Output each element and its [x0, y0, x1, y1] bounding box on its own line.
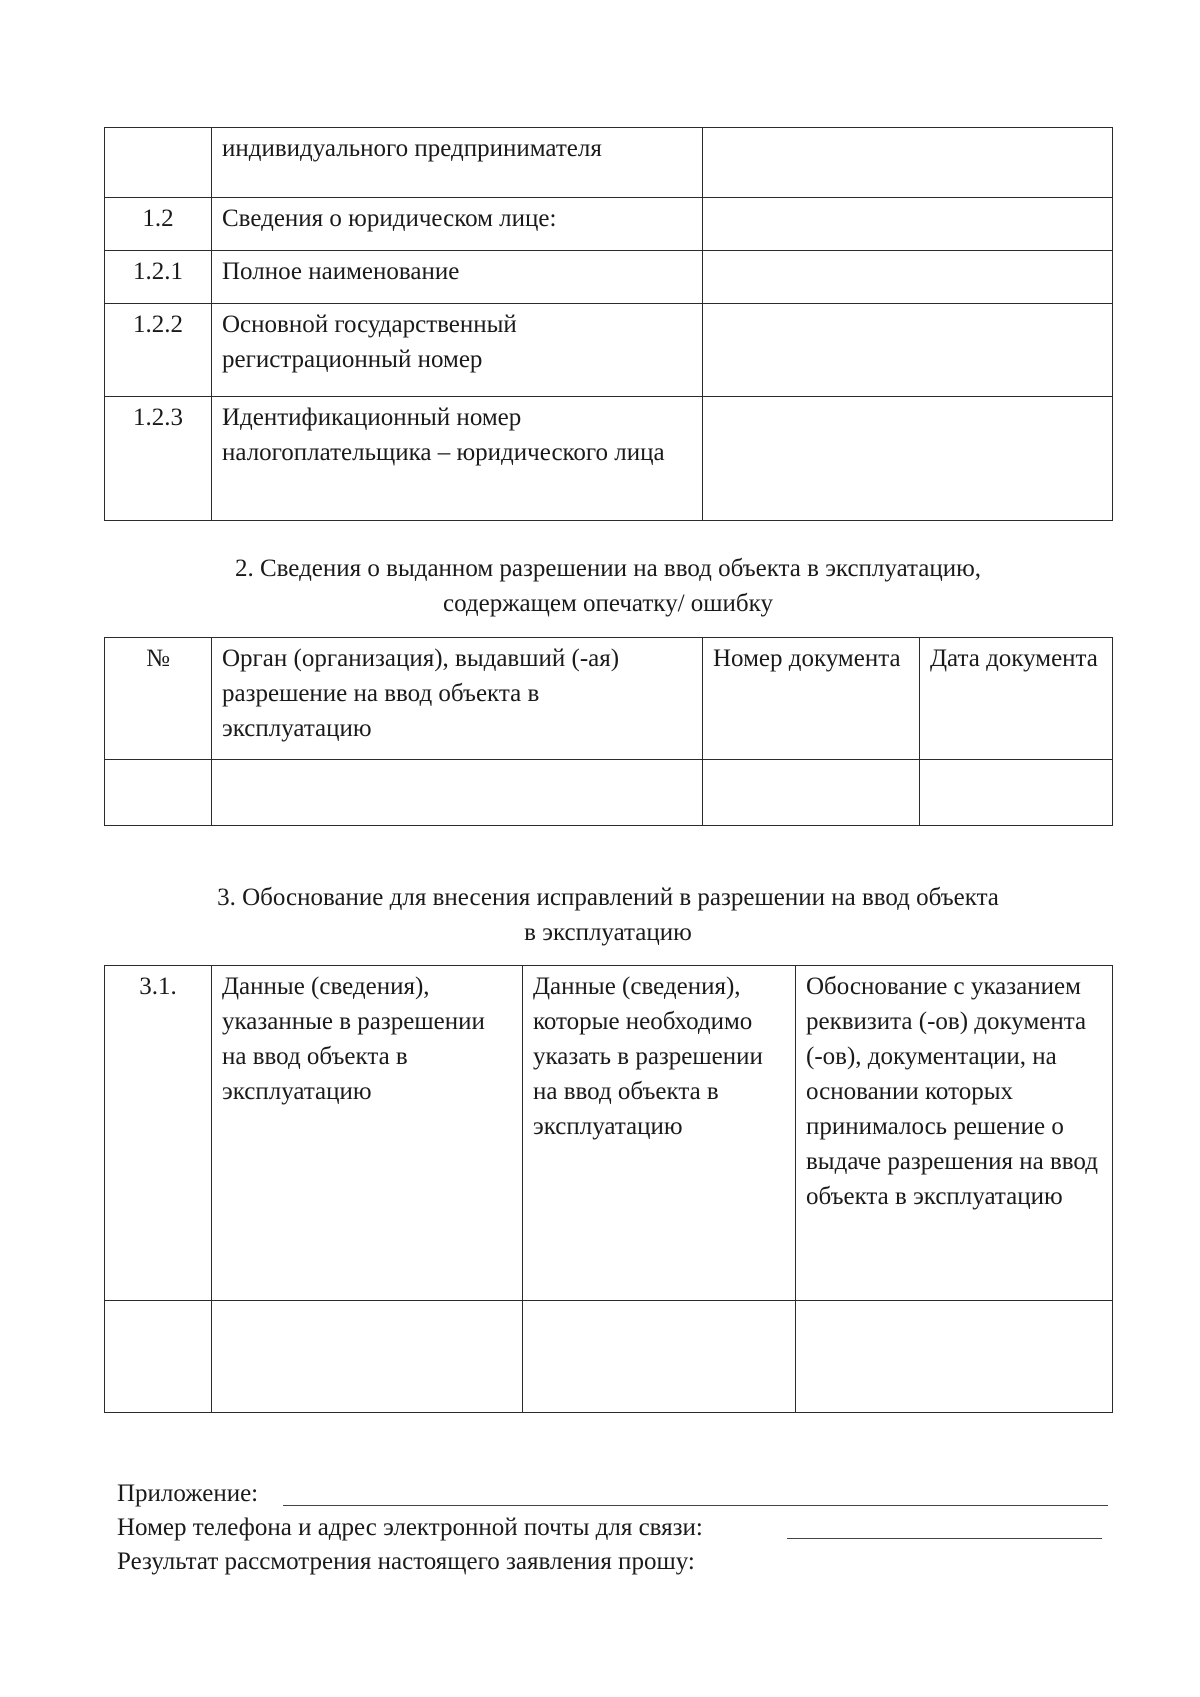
column-header-number: №	[105, 638, 212, 760]
row-number: 1.2.2	[105, 304, 212, 397]
column-header-correct-data: Данные (сведения), которые необходимо указать в разрешении на ввод объекта в эксплуатацию	[523, 966, 796, 1301]
table-row	[105, 760, 1113, 826]
table-row	[105, 128, 1113, 198]
cell-doc-date[interactable]	[920, 760, 1113, 826]
contact-field[interactable]	[787, 1538, 1102, 1539]
section-2-title-line2: содержащем опечатку/ ошибку	[443, 590, 773, 617]
row-number	[105, 128, 212, 198]
attachment-field[interactable]	[283, 1505, 1108, 1506]
result-label: Результат рассмотрения настоящего заявления прошу:	[117, 1548, 695, 1575]
cell-current-data[interactable]	[212, 1301, 523, 1413]
section-2-title-line1: 2. Сведения о выданном разрешении на ввод объекта в эксплуатацию,	[234, 555, 982, 582]
table-row	[105, 1301, 1113, 1413]
row-number: 1.2.1	[105, 251, 212, 304]
permit-info-table	[104, 637, 1113, 826]
row-label: Основной государственный регистрационный номер	[212, 304, 703, 397]
column-header-doc-number: Номер документа	[703, 638, 920, 760]
row-value-cell[interactable]	[703, 304, 1113, 397]
cell-justification[interactable]	[796, 1301, 1113, 1413]
cell-correct-data[interactable]	[523, 1301, 796, 1413]
column-header-authority: Орган (организация), выдавший (-ая) разрешение на ввод объекта в эксплуатацию	[212, 638, 703, 760]
row-value-cell[interactable]	[703, 128, 1113, 198]
row-number: 1.2.3	[105, 397, 212, 521]
row-label: Полное наименование	[212, 251, 703, 304]
row-label: Идентификационный номер налогоплательщика – юридического лица	[212, 397, 703, 521]
table-row	[105, 304, 1113, 397]
row-label: Сведения о юридическом лице:	[212, 198, 703, 251]
contact-label: Номер телефона и адрес электронной почты для связи:	[117, 1514, 703, 1541]
section-3-title-line1: 3. Обоснование для внесения исправлений в разрешении на ввод объекта	[217, 884, 999, 911]
table-row	[105, 198, 1113, 251]
section-3-title-line2: в эксплуатацию	[524, 919, 692, 946]
column-header-justification: Обоснование с указанием реквизита (-ов) документа (-ов), документации, на основании которых принималось решение о выдаче разрешения на ввод объекта в эксплуатацию	[796, 966, 1113, 1301]
cell-item-number[interactable]	[105, 1301, 212, 1413]
row-value-cell[interactable]	[703, 397, 1113, 521]
attachment-line	[117, 1476, 258, 1511]
section-2-heading	[104, 551, 1112, 621]
column-header-item-number: 3.1.	[105, 966, 212, 1301]
attachment-label: Приложение:	[117, 1480, 259, 1507]
applicant-info-table	[104, 127, 1113, 521]
cell-authority[interactable]	[212, 760, 703, 826]
table-row	[105, 397, 1113, 521]
result-line	[117, 1544, 695, 1579]
column-header-current-data: Данные (сведения), указанные в разрешении на ввод объекта в эксплуатацию	[212, 966, 523, 1301]
cell-doc-number[interactable]	[703, 760, 920, 826]
row-number: 1.2	[105, 198, 212, 251]
correction-basis-table	[104, 965, 1113, 1413]
row-value-cell[interactable]	[703, 251, 1113, 304]
column-header-doc-date: Дата документа	[920, 638, 1113, 760]
cell-number[interactable]	[105, 760, 212, 826]
row-value-cell[interactable]	[703, 198, 1113, 251]
table-header-row	[105, 638, 1113, 760]
section-3-heading	[104, 880, 1112, 950]
table-header-row	[105, 966, 1113, 1301]
contact-line	[117, 1510, 703, 1545]
row-label: индивидуального предпринимателя	[212, 128, 703, 198]
table-row	[105, 251, 1113, 304]
